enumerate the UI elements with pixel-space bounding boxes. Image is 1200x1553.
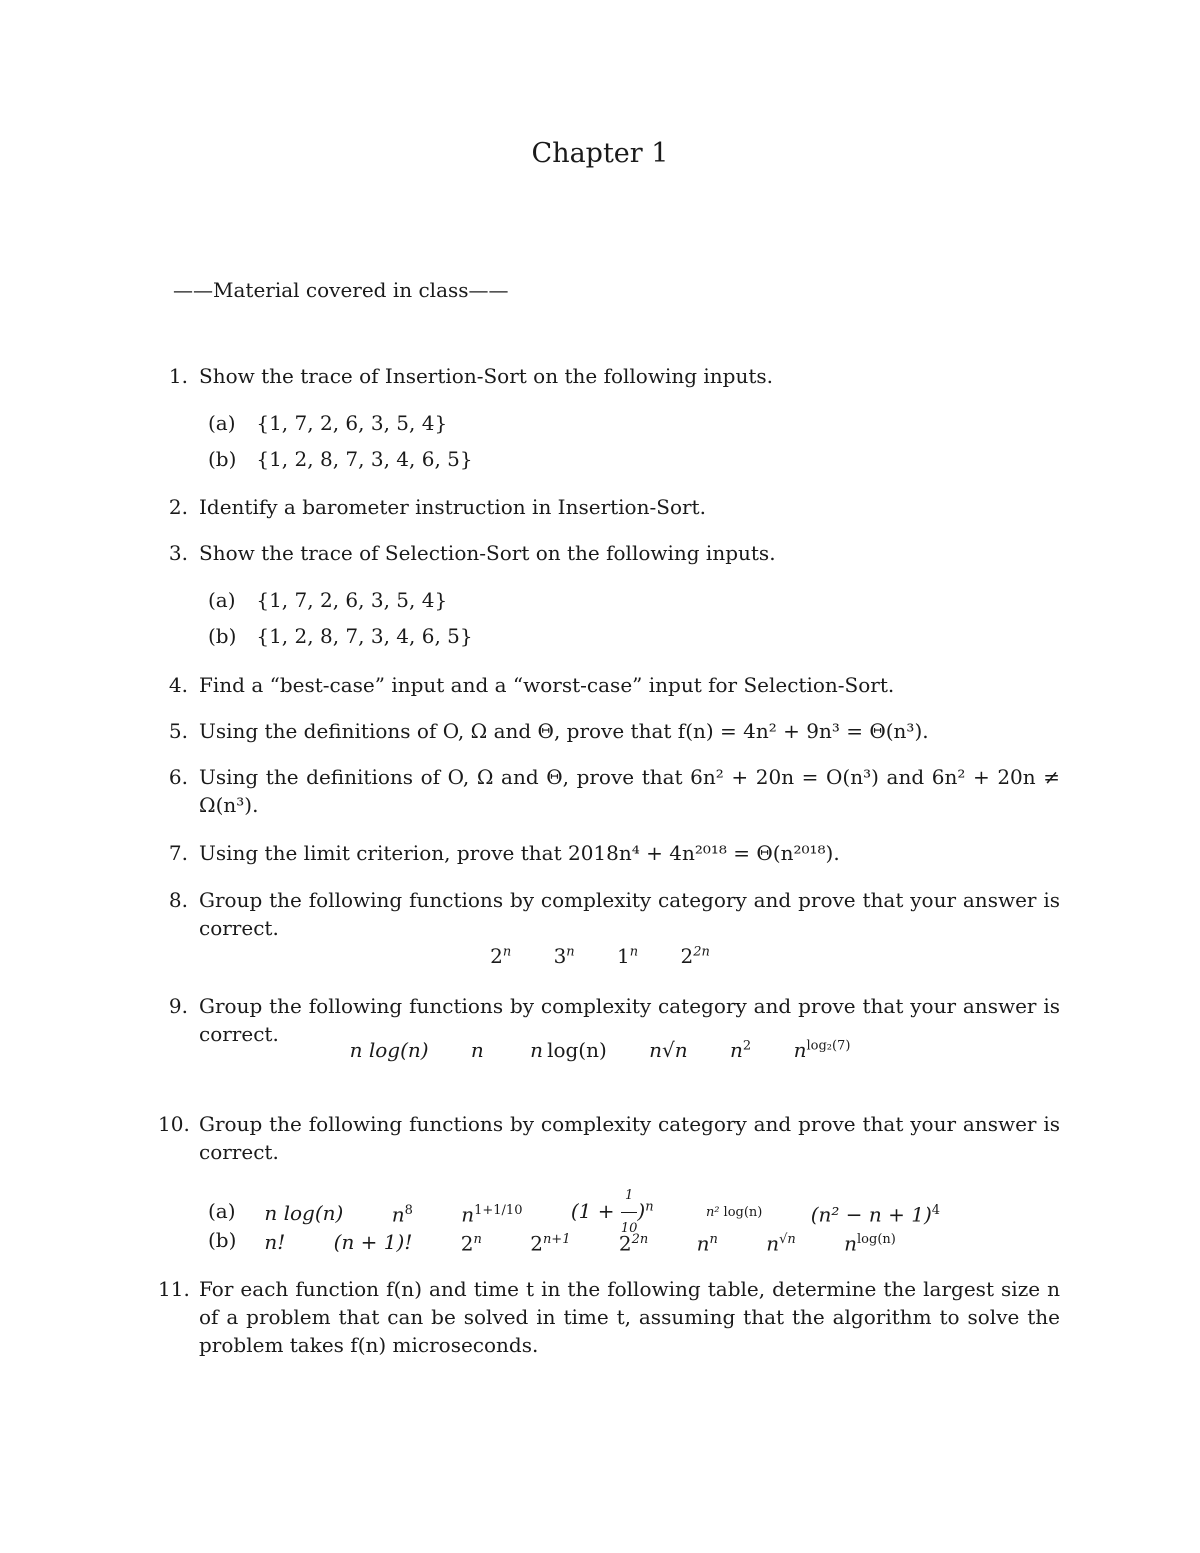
question-1 [158,362,1060,390]
question-text: Group the following functions by complexity category and prove that your answer is correct. [199,1112,1060,1164]
question-4 [158,671,1060,699]
part-input: {1, 7, 2, 6, 3, 5, 4} [256,588,448,612]
question-number: 8. [168,888,188,912]
part-label: (a) [208,411,236,435]
function-expression: $(n^2 - n + 1)^4$ [810,1202,941,1227]
question-text: For each function f(n) and time t in the following table, determine the largest size n of a problem that can be solved in time t, assuming that the algorithm to solve the problem takes f(n) microseconds. [199,1277,1060,1357]
function-expression: $n^{log_2(7)}$ [793,1037,851,1062]
question-text: Identify a barometer instruction in Insertion-Sort. [199,495,706,519]
question-number: 7. [168,841,188,865]
question-8 [158,886,1060,942]
function-expression: 2$^n$ [460,1231,482,1256]
function-expression: $n^2$ [730,1037,752,1062]
part-input: {1, 2, 8, 7, 3, 4, 6, 5} [256,447,473,471]
question-number: 6. [168,765,188,789]
part-label: (b) [208,624,237,648]
question-9-functions [0,1036,1200,1062]
question-3-part-b [208,622,473,650]
function-expression: 1$^n$ [617,943,639,968]
question-10-part-b [208,1226,938,1258]
function-expression: $n^n$ [696,1231,718,1256]
question-6 [158,763,1060,819]
function-expression: $n^8$ [391,1202,413,1227]
function-expression: $2^{n+1}$ [530,1231,571,1256]
function-expression: 2$^n$ [490,943,512,968]
part-label: (b) [208,1228,237,1253]
part-label: (b) [208,447,237,471]
function-fraction: n² log(n) [705,1204,763,1220]
function-expression: 3$^n$ [553,943,575,968]
question-number: 9. [168,994,188,1018]
question-3-part-a [208,586,447,614]
question-text: Find a “best-case” input and a “worst-case” input for Selection-Sort. [199,673,895,697]
function-expression: (1 + $\frac{1}{10}$ )$^n$ [570,1188,654,1236]
function-expression: $n^{log(n)}$ [844,1231,896,1256]
question-number: 5. [168,719,188,743]
question-11 [158,1275,1060,1359]
question-text: Using the definitions of O, Ω and Θ, prove that f(n) = 4n² + 9n³ = Θ(n³). [199,719,929,743]
question-text: Show the trace of Insertion-Sort on the following inputs. [199,364,774,388]
question-number: 11. [158,1277,190,1301]
part-input: {1, 7, 2, 6, 3, 5, 4} [256,411,448,435]
function-expression: (n + 1)! [333,1229,413,1254]
question-number: 4. [168,673,188,697]
page-title: Chapter 1 [531,138,669,169]
question-3 [158,539,1060,567]
question-number: 3. [168,541,188,565]
question-text: Using the definitions of O, Ω and Θ, prove that 6n² + 20n = O(n³) and 6n² + 20n ≠ Ω(n³). [199,765,1060,817]
question-1-part-b [208,445,473,473]
function-expression: n [470,1037,484,1062]
function-expression: $2^{2n}$ [618,1231,649,1256]
function-expression: n√n [649,1037,688,1062]
section-heading: ——Material covered in class—— [173,278,509,302]
question-text: Group the following functions by complexity category and prove that your answer is correct. [199,994,1060,1046]
question-number: 10. [158,1112,190,1136]
function-expression: $n^{1+1/10}$ [461,1202,523,1227]
question-number: 2. [168,495,188,519]
question-8-functions [0,942,1200,968]
function-expression: n log(n) [349,1037,429,1062]
function-expression: $2^{2n}$ [680,943,710,968]
function-fraction: n log(n) [530,1037,607,1062]
question-7 [158,839,1060,867]
question-text: Group the following functions by complexity category and prove that your answer is correct. [199,888,1060,940]
function-expression: n log(n) [264,1200,344,1225]
part-label: (a) [208,588,236,612]
question-text: Show the trace of Selection-Sort on the following inputs. [199,541,776,565]
question-1-part-a [208,409,447,437]
question-number: 1. [168,364,188,388]
part-label: (a) [208,1199,236,1223]
function-expression: $n^{√n}$ [766,1231,796,1256]
question-5 [158,717,1060,745]
part-input: {1, 2, 8, 7, 3, 4, 6, 5} [256,624,473,648]
function-expression: n! [264,1229,286,1254]
question-text: Using the limit criterion, prove that 2018n⁴ + 4n²⁰¹⁸ = Θ(n²⁰¹⁸). [199,841,840,865]
question-10 [158,1110,1060,1166]
question-2 [158,493,1060,521]
